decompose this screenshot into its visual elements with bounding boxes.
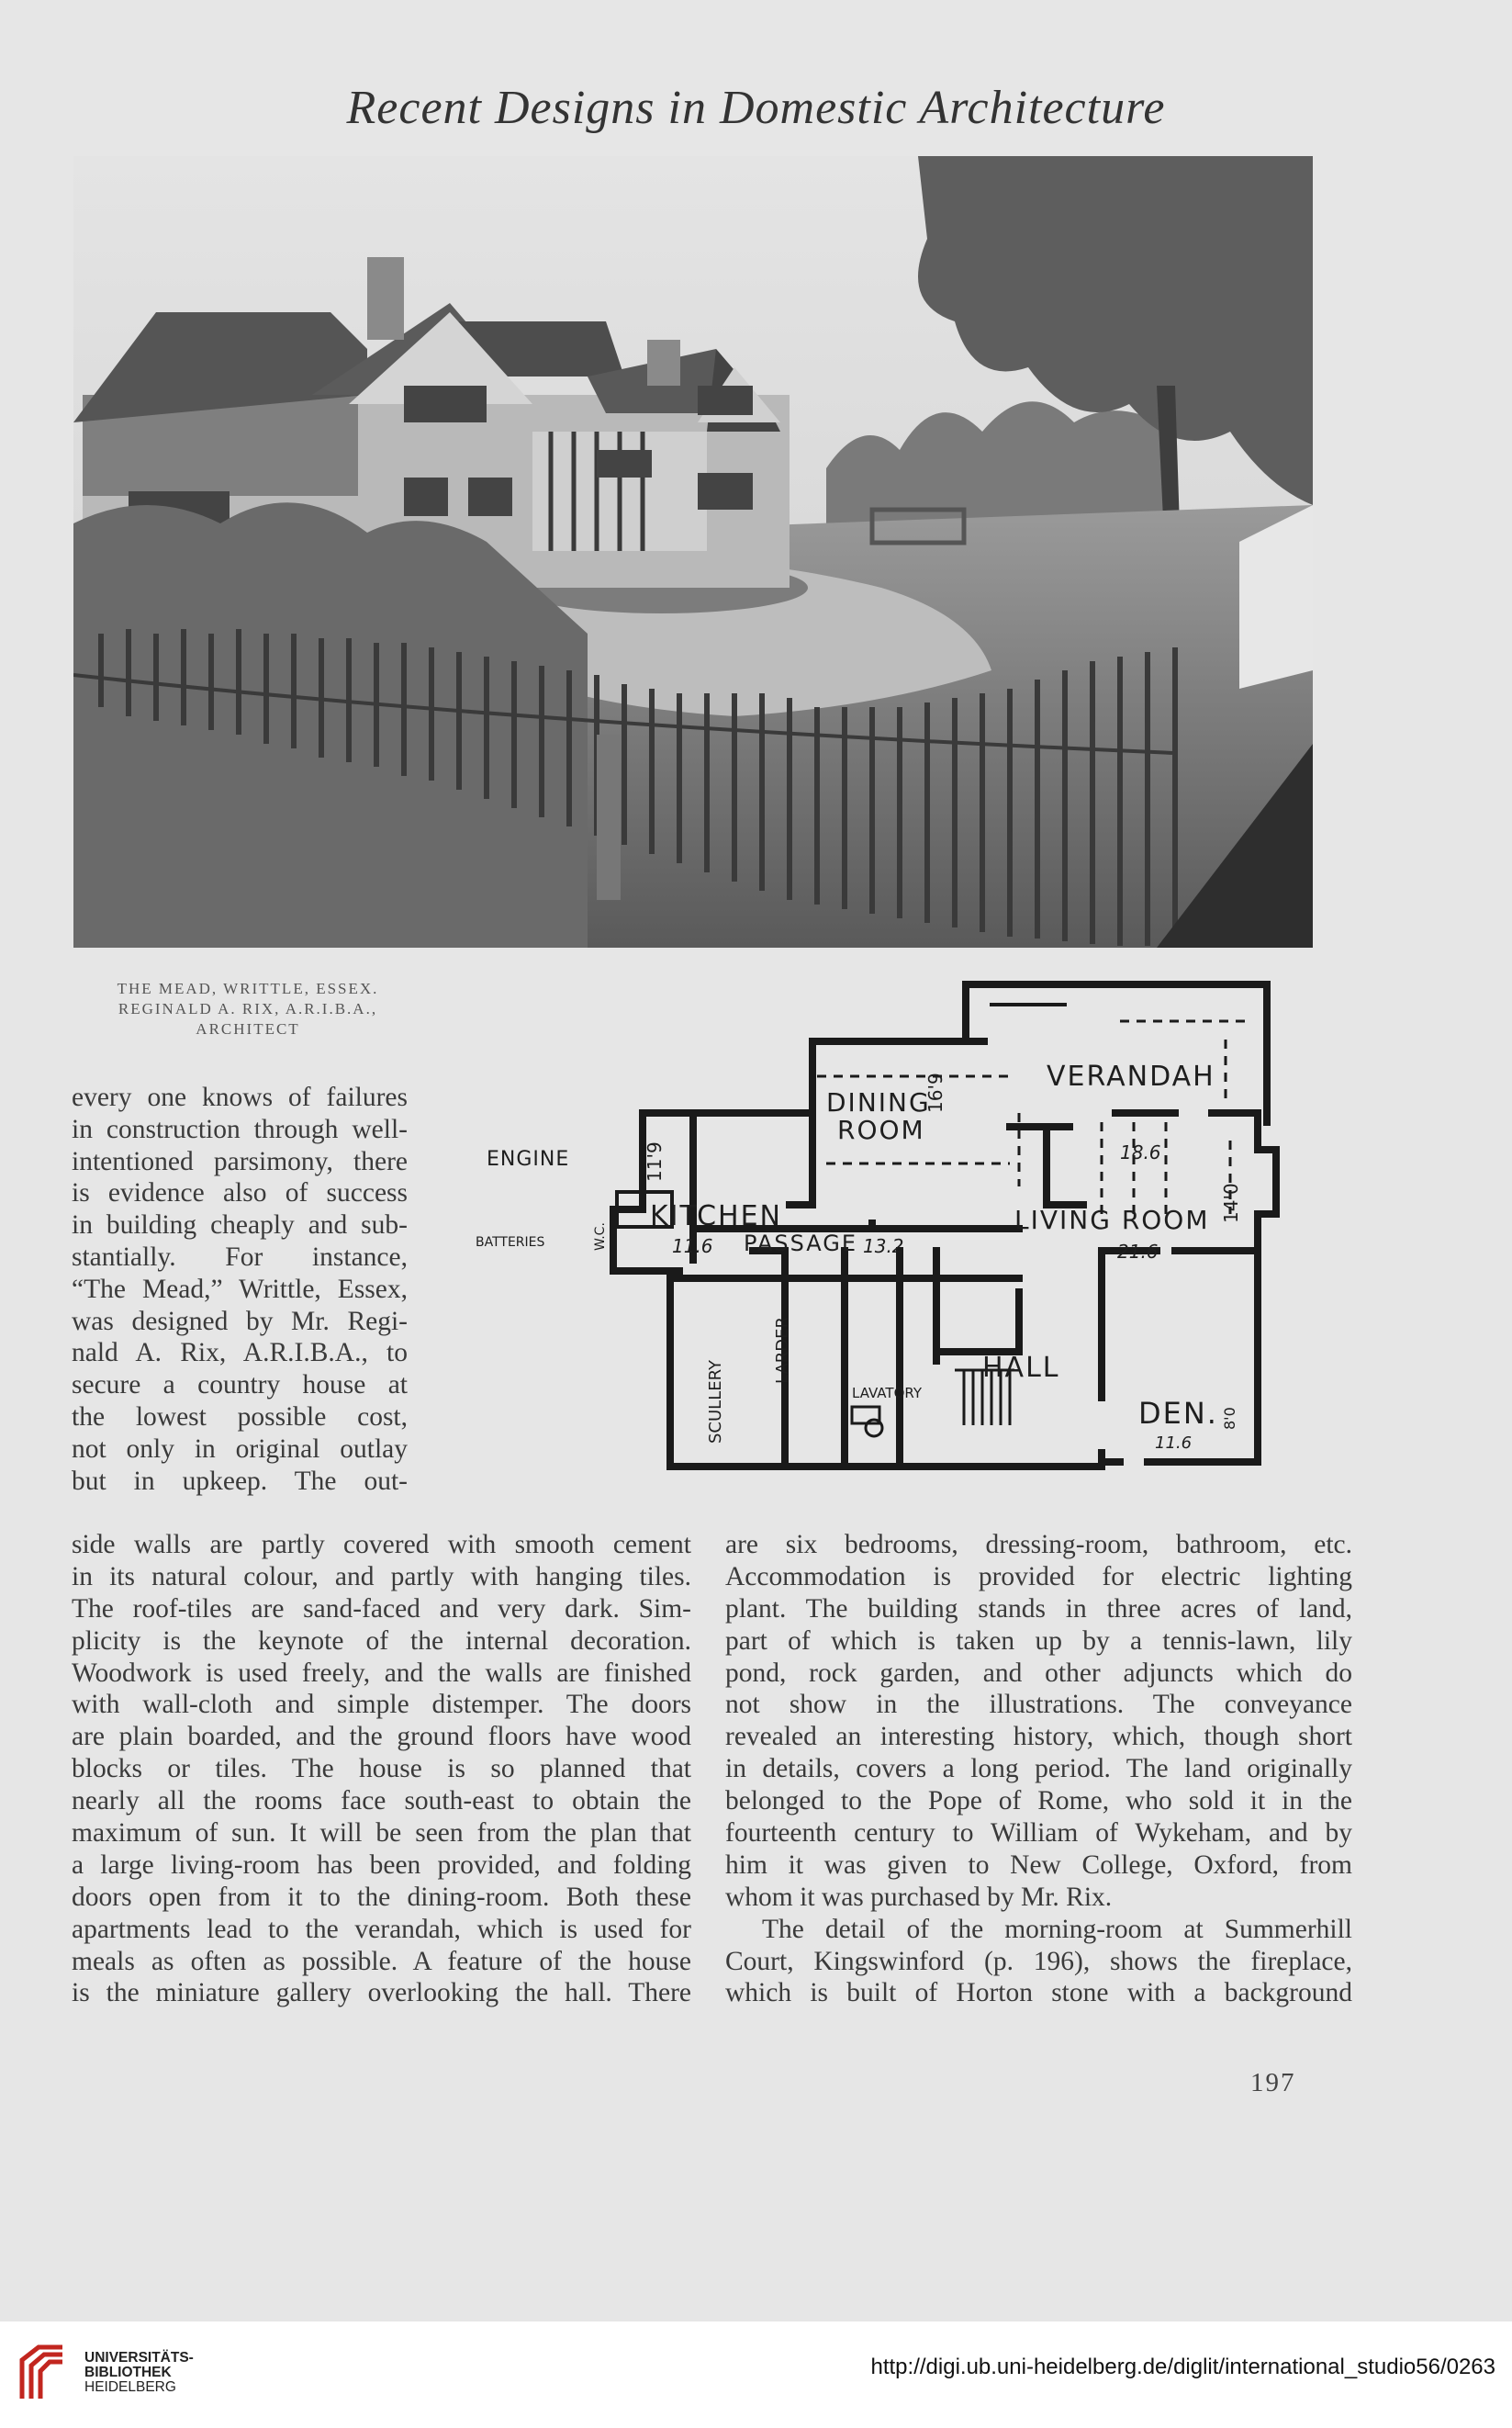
text-line: every one knows of failures (72, 1083, 408, 1112)
text-line: in its natural colour, and partly with hanging tiles. (72, 1561, 691, 1591)
label-kitchen-dim: 11'9 (644, 1141, 666, 1182)
source-url-link[interactable]: http://digi.ub.uni-heidelberg.de/diglit/international_studio56/0263 (870, 2355, 1495, 2379)
text-line: apartments lead to the verandah, which is used for (72, 1914, 691, 1944)
text-line: the lowest possible cost, (72, 1401, 408, 1432)
text-line: in details, covers a long period. The land originally (725, 1754, 1352, 1784)
text-line: in construction through well- (72, 1114, 408, 1144)
label-passage: PASSAGE (744, 1231, 858, 1256)
page-number: 197 (1250, 2068, 1296, 2097)
label-den: DEN. (1138, 1396, 1218, 1431)
text-line: side walls are partly covered with smooth cement (72, 1530, 691, 1559)
text-line: fourteenth century to William of Wykeham, and by (725, 1818, 1352, 1849)
library-logo-icon (17, 2342, 68, 2404)
label-kitchen: KITCHEN (650, 1200, 782, 1232)
text-line: whom it was purchased by Mr. Rix. (725, 1882, 1113, 1912)
text-line: nald A. Rix, A.R.I.B.A., to (72, 1338, 408, 1368)
photo-caption (64, 979, 431, 1040)
library-line: HEIDELBERG (84, 2379, 176, 2395)
label-lavatory: LAVATORY (852, 1385, 922, 1401)
text-line: are plain boarded, and the ground floors have wood (72, 1722, 691, 1752)
library-line: UNIVERSITÄTS- (84, 2350, 194, 2366)
text-line: him it was given to New College, Oxford, from (725, 1849, 1352, 1880)
text-line: doors open from it to the dining-room. Both these (72, 1882, 691, 1912)
label-living-dim-c: 14'0 (1220, 1183, 1242, 1223)
house-photograph (73, 156, 1313, 948)
text-line: revealed an interesting history, which, though short (725, 1722, 1352, 1752)
text-column-right (725, 1529, 1352, 2009)
label-room: ROOM (837, 1115, 925, 1145)
label-larder: LARDER (773, 1316, 792, 1384)
text-line: is evidence also of success (72, 1178, 408, 1208)
text-line: which is built of Horton stone with a background (725, 1978, 1352, 2008)
text-column-left (72, 1529, 691, 2009)
text-line: a large living-room has been provided, and folding (72, 1849, 691, 1880)
library-name (84, 2351, 194, 2395)
label-den-dim-a: 11.6 (1155, 1433, 1193, 1453)
text-line: stantially. For instance, (72, 1242, 408, 1272)
label-batteries: BATTERIES (476, 1235, 545, 1250)
label-engine: ENGINE (487, 1148, 570, 1171)
text-line: but in upkeep. The out- (72, 1466, 408, 1496)
text-line: nearly all the rooms face south-east to obtain the (72, 1786, 691, 1816)
label-wc: W.C. (593, 1222, 608, 1251)
text-line: The roof-tiles are sand-faced and very dark. Sim- (72, 1593, 691, 1624)
text-line: Accommodation is provided for electric lighting (725, 1561, 1352, 1591)
text-line: part of which is taken up by a tennis-lawn, lily (725, 1625, 1352, 1656)
label-scullery: SCULLERY (706, 1360, 725, 1444)
label-verandah: VERANDAH (1047, 1061, 1215, 1093)
library-line: BIBLIOTHEK (84, 2365, 172, 2380)
text-line: blocks or tiles. The house is so planned that (72, 1754, 691, 1784)
text-line: in building cheaply and sub- (72, 1210, 408, 1241)
text-line: plant. The building stands in three acres of land, (725, 1593, 1352, 1624)
caption-line: ARCHITECT (196, 1020, 300, 1038)
text-line: are six bedrooms, dressing-room, bathroom, etc. (725, 1530, 1352, 1559)
caption-line: THE MEAD, WRITTLE, ESSEX. (117, 980, 379, 997)
text-line: meals as often as possible. A feature of the house (72, 1946, 691, 1976)
label-living-room: LIVING ROOM (1014, 1205, 1210, 1235)
label-dining: DINING (826, 1087, 931, 1118)
text-line: Woodwork is used freely, and the walls are finished (72, 1658, 691, 1688)
caption-line: REGINALD A. RIX, A.R.I.B.A., (118, 1000, 378, 1017)
text-line: The detail of the morning-room at Summerhill (762, 1914, 1352, 1944)
label-dining-dim-b: 13.2 (863, 1235, 904, 1257)
text-line: not show in the illustrations. The conveyance (725, 1690, 1352, 1720)
text-line: maximum of sun. It will be seen from the plan that (72, 1818, 691, 1849)
text-line: pond, rock garden, and other adjuncts which do (725, 1658, 1352, 1688)
text-line: Court, Kingswinford (p. 196), shows the fireplace, (725, 1946, 1352, 1976)
text-line: not only in original outlay (72, 1433, 408, 1464)
text-line: belonged to the Pope of Rome, who sold it in the (725, 1786, 1352, 1816)
text-line: secure a country house at (72, 1370, 408, 1400)
label-den-dim-b: 8'0 (1221, 1407, 1238, 1430)
floor-plan (459, 975, 1340, 1489)
text-column-narrow (72, 1082, 408, 1497)
running-header: Recent Designs in Domestic Architecture (346, 82, 1166, 134)
label-dining-dim: 16'9 (924, 1073, 946, 1113)
label-kitchen-dim-b: 11.6 (672, 1235, 713, 1257)
library-footer (0, 2321, 1512, 2428)
label-hall: HALL (982, 1352, 1060, 1384)
text-line: intentioned parsimony, there (72, 1146, 408, 1176)
text-line: is the miniature gallery overlooking the hall. There (72, 1978, 691, 2008)
text-line: plicity is the keynote of the internal decoration. (72, 1625, 691, 1656)
label-living-dim-b: 21.6 (1117, 1241, 1159, 1263)
text-line: with wall-cloth and simple distemper. The doors (72, 1690, 691, 1720)
text-line: “The Mead,” Writtle, Essex, (72, 1274, 408, 1304)
text-line: was designed by Mr. Regi- (72, 1306, 408, 1336)
label-living-dim-a: 18.6 (1120, 1141, 1161, 1163)
